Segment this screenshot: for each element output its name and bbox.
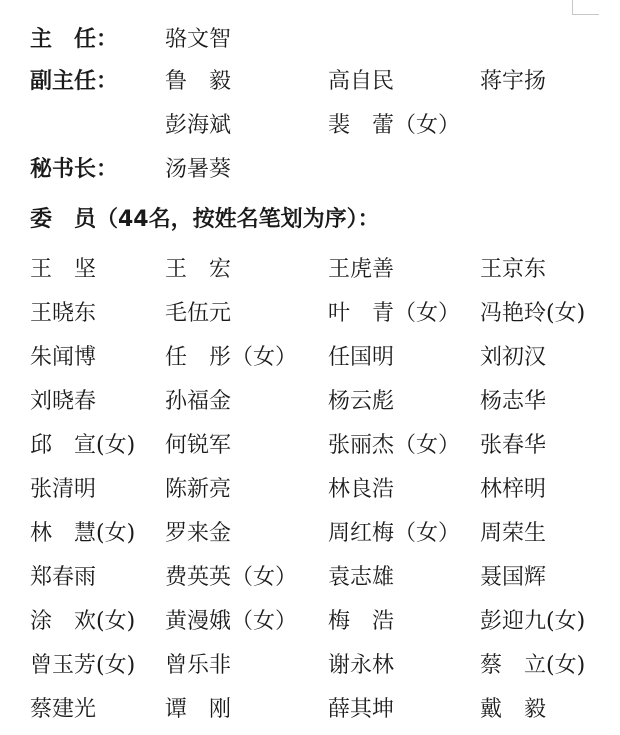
member-name: 林 慧(女) [30,521,136,546]
deputy-name: 鲁 毅 [165,69,232,94]
member-name: 蔡建光 [30,697,97,722]
member-name: 王虎善 [328,257,395,282]
member-name: 任 彤（女） [165,345,298,370]
member-name: 谢永林 [328,653,395,678]
member-name: 张清明 [30,477,97,502]
member-name: 冯艳玲(女) [480,301,586,326]
member-name: 王 坚 [30,257,97,282]
secretary-label: 秘书长： [30,157,119,182]
member-name: 杨志华 [480,389,547,414]
member-name: 聂国辉 [480,565,547,590]
member-name: 蔡 立(女) [480,653,586,678]
member-name: 曾乐非 [165,653,232,678]
page-corner-mark [572,0,599,15]
member-name: 何锐军 [165,433,232,458]
member-name: 周荣生 [480,521,547,546]
member-name: 邱 宣(女) [30,433,136,458]
member-name: 林良浩 [328,477,395,502]
member-name: 刘晓春 [30,389,97,414]
member-name: 毛伍元 [165,301,232,326]
member-name: 王京东 [480,257,547,282]
member-name: 孙福金 [165,389,232,414]
deputy-name: 高自民 [328,69,395,94]
secretary-name: 汤暑葵 [165,157,232,182]
member-name: 任国明 [328,345,395,370]
member-name: 戴 毅 [480,697,547,722]
member-name: 陈新亮 [165,477,232,502]
member-row [0,648,620,688]
member-row [0,472,620,512]
member-row [0,692,620,732]
member-name: 叶 青（女） [328,301,461,326]
deputy-name: 蒋宇扬 [480,69,547,94]
member-row [0,516,620,556]
member-name: 罗来金 [165,521,232,546]
deputy-row-2 [0,108,620,148]
member-name: 张丽杰（女） [328,433,461,458]
member-name: 张春华 [480,433,547,458]
member-name: 谭 刚 [165,697,232,722]
deputy-name: 彭海斌 [165,113,232,138]
member-name: 袁志雄 [328,565,395,590]
member-row [0,252,620,292]
director-name: 骆文智 [165,27,232,52]
committee-heading: 委 员（44名，按姓名笔划为序）： [30,207,380,232]
deputy-name: 裴 蕾（女） [328,113,461,138]
committee-heading-row [0,202,620,242]
member-name: 彭迎九(女) [480,609,586,634]
member-row [0,428,620,468]
member-row [0,296,620,336]
director-label: 主 任： [30,27,119,52]
member-name: 刘初汉 [480,345,547,370]
member-name: 林梓明 [480,477,547,502]
member-row [0,560,620,600]
member-name: 梅 浩 [328,609,395,634]
deputy-row-1 [0,64,620,104]
member-name: 杨云彪 [328,389,395,414]
member-name: 王晓东 [30,301,97,326]
secretary-row [0,152,620,192]
member-row [0,384,620,424]
member-name: 涂 欢(女) [30,609,136,634]
deputy-label: 副主任： [30,69,119,94]
member-name: 王 宏 [165,257,232,282]
member-name: 费英英（女） [165,565,298,590]
member-name: 朱闻博 [30,345,97,370]
director-row [0,22,620,62]
member-name: 周红梅（女） [328,521,461,546]
member-name: 薛其坤 [328,697,395,722]
member-row [0,340,620,380]
member-row [0,604,620,644]
member-name: 黄漫娥（女） [165,609,298,634]
member-name: 曾玉芳(女) [30,653,136,678]
member-name: 郑春雨 [30,565,97,590]
